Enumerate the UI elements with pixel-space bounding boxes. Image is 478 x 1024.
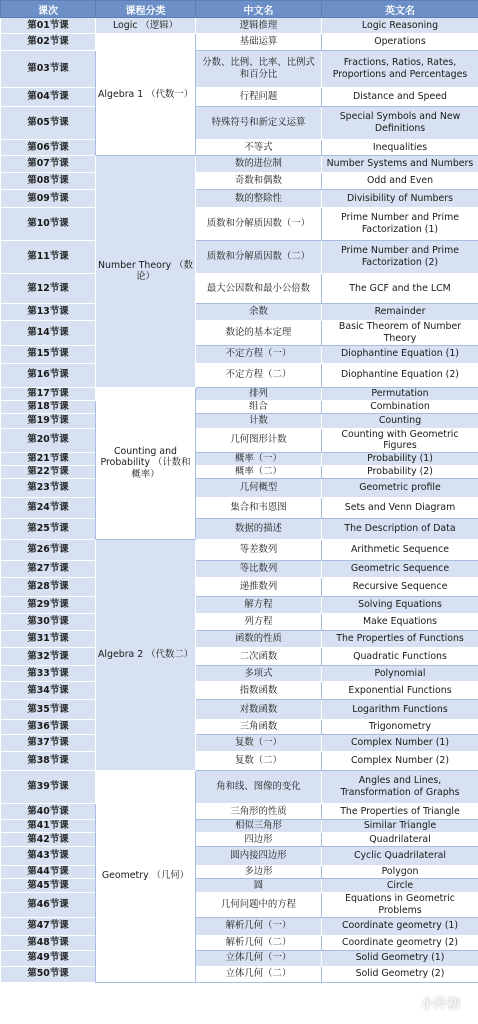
english-name: Fractions, Ratios, Rates, Proportions and Percentages bbox=[322, 51, 478, 88]
english-name: Logic Reasoning bbox=[322, 18, 478, 34]
english-name: Complex Number (2) bbox=[322, 752, 478, 771]
english-name: Inequalities bbox=[322, 140, 478, 156]
table-row bbox=[1, 400, 478, 413]
header-chinese-name: 中文名 bbox=[196, 1, 322, 18]
chinese-name: 立体几何（一） bbox=[196, 950, 322, 966]
lesson-number: 第12节课 bbox=[1, 274, 96, 304]
lesson-number: 第28节课 bbox=[1, 578, 96, 597]
chinese-name: 不定方程（一） bbox=[196, 345, 322, 363]
lesson-number: 第44节课 bbox=[1, 866, 96, 879]
chinese-name: 计数 bbox=[196, 413, 322, 428]
lesson-number: 第20节课 bbox=[1, 428, 96, 453]
english-name: Quadrilateral bbox=[322, 833, 478, 847]
lesson-number: 第48节课 bbox=[1, 935, 96, 950]
lesson-number: 第26节课 bbox=[1, 540, 96, 561]
table-row bbox=[1, 274, 478, 304]
lesson-number: 第02节课 bbox=[1, 34, 96, 51]
lesson-number: 第21节课 bbox=[1, 453, 96, 466]
lesson-number: 第11节课 bbox=[1, 241, 96, 274]
table-row bbox=[1, 879, 478, 893]
chinese-name: 数的整除性 bbox=[196, 190, 322, 208]
english-name: Remainder bbox=[322, 304, 478, 321]
lesson-number: 第22节课 bbox=[1, 466, 96, 479]
chinese-name: 多边形 bbox=[196, 866, 322, 879]
lesson-number: 第08节课 bbox=[1, 173, 96, 190]
chinese-name: 多项式 bbox=[196, 666, 322, 682]
table-row bbox=[1, 561, 478, 578]
english-name: Solid Geometry (1) bbox=[322, 950, 478, 966]
english-name: Logarithm Functions bbox=[322, 700, 478, 720]
lesson-number: 第50节课 bbox=[1, 966, 96, 982]
table-header-row bbox=[1, 1, 478, 18]
table-row bbox=[1, 413, 478, 428]
table-row bbox=[1, 479, 478, 498]
english-name: Diophantine Equation (2) bbox=[322, 363, 478, 387]
english-name: Equations in Geometric Problems bbox=[322, 893, 478, 918]
lesson-number: 第39节课 bbox=[1, 771, 96, 804]
header-english-name: 英文名 bbox=[322, 1, 478, 18]
chinese-name: 质数和分解质因数（二） bbox=[196, 241, 322, 274]
table-row bbox=[1, 241, 478, 274]
lesson-number: 第41节课 bbox=[1, 820, 96, 833]
chinese-name: 圆 bbox=[196, 879, 322, 893]
chinese-name: 三角形的性质 bbox=[196, 804, 322, 820]
lesson-number: 第37节课 bbox=[1, 735, 96, 752]
english-name: The Description of Data bbox=[322, 519, 478, 540]
english-name: Prime Number and Prime Factorization (1) bbox=[322, 208, 478, 241]
header-lesson: 课次 bbox=[1, 1, 96, 18]
english-name: Number Systems and Numbers bbox=[322, 156, 478, 173]
lesson-number: 第34节课 bbox=[1, 682, 96, 700]
chinese-name: 二次函数 bbox=[196, 648, 322, 666]
english-name: Odd and Even bbox=[322, 173, 478, 190]
table-row bbox=[1, 140, 478, 156]
english-name: The Properties of Triangle bbox=[322, 804, 478, 820]
table-row bbox=[1, 917, 478, 935]
watermark: 小升初 bbox=[420, 997, 460, 1012]
english-name: Permutation bbox=[322, 387, 478, 400]
table-row bbox=[1, 519, 478, 540]
table-row bbox=[1, 771, 478, 804]
english-name: Special Symbols and New Definitions bbox=[322, 107, 478, 140]
lesson-number: 第09节课 bbox=[1, 190, 96, 208]
chinese-name: 指数函数 bbox=[196, 682, 322, 700]
chinese-name: 复数（二） bbox=[196, 752, 322, 771]
table-row bbox=[1, 631, 478, 648]
lesson-number: 第16节课 bbox=[1, 363, 96, 387]
english-name: The Properties of Functions bbox=[322, 631, 478, 648]
table-row bbox=[1, 540, 478, 561]
course-category: Algebra 1 （代数一） bbox=[96, 34, 196, 156]
course-category: Algebra 2 （代数二） bbox=[96, 540, 196, 771]
course-category: Logic （逻辑） bbox=[96, 18, 196, 34]
table-row bbox=[1, 363, 478, 387]
chinese-name: 特殊符号和新定义运算 bbox=[196, 107, 322, 140]
english-name: Solving Equations bbox=[322, 597, 478, 614]
table-row bbox=[1, 107, 478, 140]
lesson-number: 第18节课 bbox=[1, 400, 96, 413]
chinese-name: 质数和分解质因数（一） bbox=[196, 208, 322, 241]
table-row bbox=[1, 453, 478, 466]
english-name: Geometric Sequence bbox=[322, 561, 478, 578]
chinese-name: 最大公因数和最小公倍数 bbox=[196, 274, 322, 304]
table-row bbox=[1, 935, 478, 950]
english-name: Basic Theorem of Number Theory bbox=[322, 321, 478, 346]
lesson-number: 第06节课 bbox=[1, 140, 96, 156]
table-row bbox=[1, 34, 478, 51]
chinese-name: 概率（一） bbox=[196, 453, 322, 466]
table-row bbox=[1, 597, 478, 614]
english-name: Counting with Geometric Figures bbox=[322, 428, 478, 453]
table-row bbox=[1, 578, 478, 597]
english-name: Trigonometry bbox=[322, 720, 478, 735]
lesson-number: 第29节课 bbox=[1, 597, 96, 614]
table-row bbox=[1, 682, 478, 700]
chinese-name: 不定方程（二） bbox=[196, 363, 322, 387]
chinese-name: 基础运算 bbox=[196, 34, 322, 51]
english-name: Divisibility of Numbers bbox=[322, 190, 478, 208]
table-row bbox=[1, 321, 478, 346]
chinese-name: 数的进位制 bbox=[196, 156, 322, 173]
chinese-name: 相似三角形 bbox=[196, 820, 322, 833]
table-row bbox=[1, 466, 478, 479]
chinese-name: 数论的基本定理 bbox=[196, 321, 322, 346]
lesson-number: 第13节课 bbox=[1, 304, 96, 321]
chinese-name: 解析几何（一） bbox=[196, 917, 322, 935]
table-row bbox=[1, 345, 478, 363]
lesson-number: 第23节课 bbox=[1, 479, 96, 498]
table-row bbox=[1, 950, 478, 966]
english-name: Make Equations bbox=[322, 614, 478, 631]
table-row bbox=[1, 51, 478, 88]
chinese-name: 角和线、图像的变化 bbox=[196, 771, 322, 804]
english-name: Complex Number (1) bbox=[322, 735, 478, 752]
lesson-number: 第05节课 bbox=[1, 107, 96, 140]
chinese-name: 奇数和偶数 bbox=[196, 173, 322, 190]
lesson-number: 第27节课 bbox=[1, 561, 96, 578]
lesson-number: 第38节课 bbox=[1, 752, 96, 771]
lesson-number: 第45节课 bbox=[1, 879, 96, 893]
lesson-number: 第32节课 bbox=[1, 648, 96, 666]
chinese-name: 分数、比例、比率、比例式和百分比 bbox=[196, 51, 322, 88]
english-name: Polynomial bbox=[322, 666, 478, 682]
header-category: 课程分类 bbox=[96, 1, 196, 18]
english-name: Probability (2) bbox=[322, 466, 478, 479]
table-row bbox=[1, 666, 478, 682]
chinese-name: 等差数列 bbox=[196, 540, 322, 561]
chinese-name: 行程问题 bbox=[196, 88, 322, 107]
lesson-number: 第40节课 bbox=[1, 804, 96, 820]
lesson-number: 第36节课 bbox=[1, 720, 96, 735]
table-row bbox=[1, 387, 478, 400]
table-row bbox=[1, 820, 478, 833]
english-name: Probability (1) bbox=[322, 453, 478, 466]
table-row bbox=[1, 498, 478, 519]
lesson-number: 第25节课 bbox=[1, 519, 96, 540]
table-row bbox=[1, 752, 478, 771]
table-row bbox=[1, 833, 478, 847]
table-row bbox=[1, 735, 478, 752]
lesson-number: 第46节课 bbox=[1, 893, 96, 918]
english-name: Operations bbox=[322, 34, 478, 51]
lesson-number: 第19节课 bbox=[1, 413, 96, 428]
chinese-name: 列方程 bbox=[196, 614, 322, 631]
chinese-name: 几何问题中的方程 bbox=[196, 893, 322, 918]
english-name: Polygon bbox=[322, 866, 478, 879]
english-name: Coordinate geometry (2) bbox=[322, 935, 478, 950]
table-row bbox=[1, 156, 478, 173]
lesson-number: 第35节课 bbox=[1, 700, 96, 720]
chinese-name: 圆内接四边形 bbox=[196, 847, 322, 866]
english-name: Cyclic Quadrilateral bbox=[322, 847, 478, 866]
lesson-number: 第33节课 bbox=[1, 666, 96, 682]
lesson-number: 第15节课 bbox=[1, 345, 96, 363]
chinese-name: 集合和韦恩图 bbox=[196, 498, 322, 519]
english-name: Diophantine Equation (1) bbox=[322, 345, 478, 363]
chinese-name: 不等式 bbox=[196, 140, 322, 156]
course-category: Geometry （几何） bbox=[96, 771, 196, 983]
english-name: Arithmetic Sequence bbox=[322, 540, 478, 561]
chinese-name: 四边形 bbox=[196, 833, 322, 847]
table-row bbox=[1, 866, 478, 879]
lesson-number: 第04节课 bbox=[1, 88, 96, 107]
english-name: Prime Number and Prime Factorization (2) bbox=[322, 241, 478, 274]
chinese-name: 几何概型 bbox=[196, 479, 322, 498]
table-body bbox=[1, 18, 478, 983]
english-name: Counting bbox=[322, 413, 478, 428]
table-row bbox=[1, 700, 478, 720]
table-row bbox=[1, 847, 478, 866]
english-name: Geometric profile bbox=[322, 479, 478, 498]
english-name: Coordinate geometry (1) bbox=[322, 917, 478, 935]
table-row bbox=[1, 893, 478, 918]
english-name: The GCF and the LCM bbox=[322, 274, 478, 304]
chinese-name: 排列 bbox=[196, 387, 322, 400]
english-name: Distance and Speed bbox=[322, 88, 478, 107]
table-row bbox=[1, 804, 478, 820]
table-row bbox=[1, 428, 478, 453]
english-name: Solid Geometry (2) bbox=[322, 966, 478, 982]
english-name: Similar Triangle bbox=[322, 820, 478, 833]
table-row bbox=[1, 190, 478, 208]
chinese-name: 几何图形计数 bbox=[196, 428, 322, 453]
english-name: Sets and Venn Diagram bbox=[322, 498, 478, 519]
lesson-number: 第14节课 bbox=[1, 321, 96, 346]
lesson-number: 第31节课 bbox=[1, 631, 96, 648]
chinese-name: 概率（二） bbox=[196, 466, 322, 479]
table-row bbox=[1, 18, 478, 34]
chinese-name: 复数（一） bbox=[196, 735, 322, 752]
table-row bbox=[1, 88, 478, 107]
english-name: Exponential Functions bbox=[322, 682, 478, 700]
lesson-number: 第01节课 bbox=[1, 18, 96, 34]
chinese-name: 解方程 bbox=[196, 597, 322, 614]
chinese-name: 对数函数 bbox=[196, 700, 322, 720]
table-row bbox=[1, 304, 478, 321]
lesson-number: 第49节课 bbox=[1, 950, 96, 966]
course-category: Number Theory （数论） bbox=[96, 156, 196, 388]
course-category: Counting and Probability （计数和概率） bbox=[96, 387, 196, 540]
english-name: Angles and Lines, Transformation of Graphs bbox=[322, 771, 478, 804]
table-row bbox=[1, 208, 478, 241]
chinese-name: 函数的性质 bbox=[196, 631, 322, 648]
chinese-name: 等比数列 bbox=[196, 561, 322, 578]
chinese-name: 立体几何（二） bbox=[196, 966, 322, 982]
lesson-number: 第10节课 bbox=[1, 208, 96, 241]
lesson-number: 第24节课 bbox=[1, 498, 96, 519]
lesson-number: 第17节课 bbox=[1, 387, 96, 400]
lesson-number: 第07节课 bbox=[1, 156, 96, 173]
table-row bbox=[1, 720, 478, 735]
table-row bbox=[1, 614, 478, 631]
chinese-name: 三角函数 bbox=[196, 720, 322, 735]
table-row bbox=[1, 648, 478, 666]
chinese-name: 递推数列 bbox=[196, 578, 322, 597]
table-row bbox=[1, 173, 478, 190]
lesson-number: 第42节课 bbox=[1, 833, 96, 847]
chinese-name: 解析几何（二） bbox=[196, 935, 322, 950]
english-name: Circle bbox=[322, 879, 478, 893]
lesson-number: 第43节课 bbox=[1, 847, 96, 866]
table-row bbox=[1, 966, 478, 982]
chinese-name: 数据的描述 bbox=[196, 519, 322, 540]
lesson-number: 第30节课 bbox=[1, 614, 96, 631]
english-name: Combination bbox=[322, 400, 478, 413]
chinese-name: 组合 bbox=[196, 400, 322, 413]
chinese-name: 余数 bbox=[196, 304, 322, 321]
lesson-number: 第03节课 bbox=[1, 51, 96, 88]
english-name: Recursive Sequence bbox=[322, 578, 478, 597]
lesson-number: 第47节课 bbox=[1, 917, 96, 935]
english-name: Quadratic Functions bbox=[322, 648, 478, 666]
chinese-name: 逻辑推理 bbox=[196, 18, 322, 34]
